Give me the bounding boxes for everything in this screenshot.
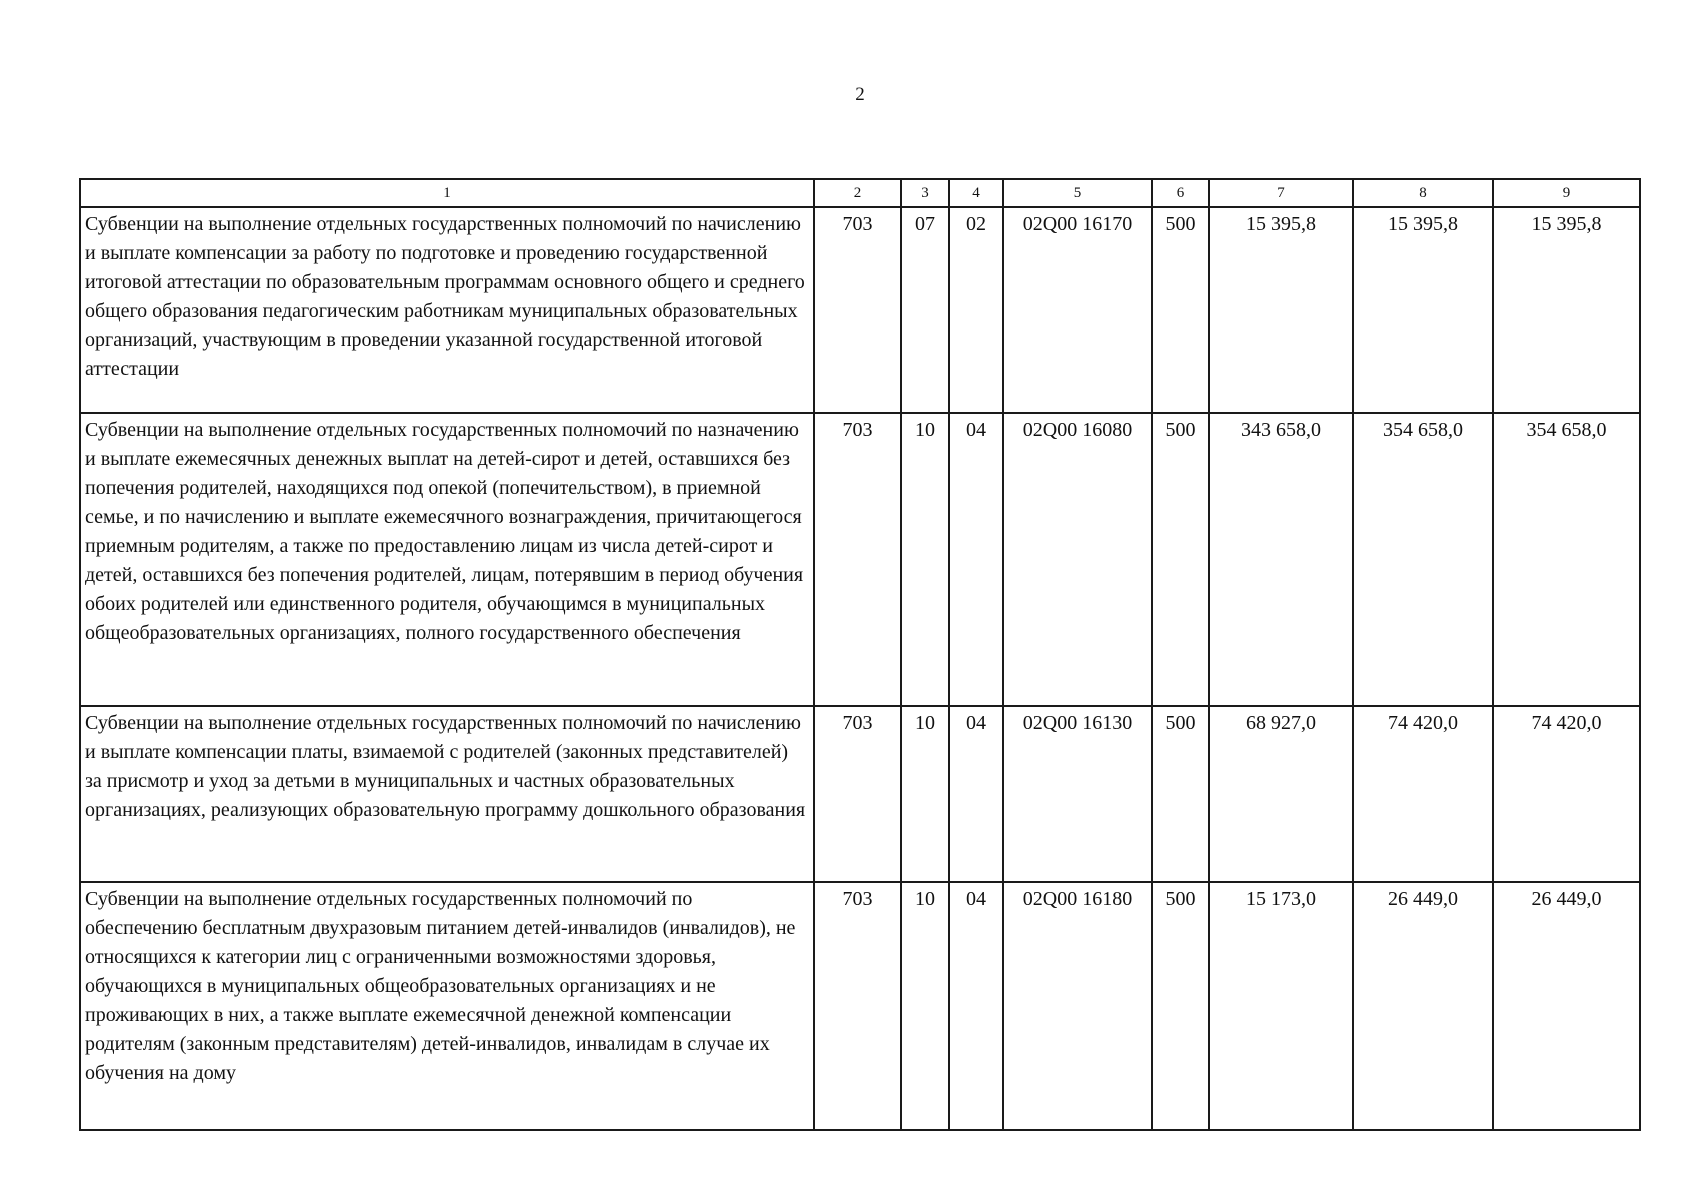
description-cell: Субвенции на выполнение отдельных государственных полномочий по обеспечению бесплатным двухразовым питанием детей-инвалидов (инвалидов), не относящихся к категории лиц с ограниченными возможностями здоровья, обучающихся в муниципальных общеобразовательных организациях и не проживающих в них, а также выплате ежемесячной денежной компенсации родителям (законным представителям) детей-инвалидов, инвалидам в случае их обучения на дому — [80, 882, 814, 1130]
subsection-cell: 04 — [949, 413, 1003, 706]
expense-type-cell: 500 — [1152, 706, 1209, 882]
subsection-cell: 04 — [949, 882, 1003, 1130]
column-header: 7 — [1209, 179, 1353, 207]
table-row — [80, 706, 1640, 882]
amount-cell: 15 395,8 — [1353, 207, 1493, 413]
grbs-cell: 703 — [814, 706, 901, 882]
table-row — [80, 207, 1640, 413]
header-row — [80, 179, 1640, 207]
page-number: 2 — [855, 84, 865, 105]
description-cell: Субвенции на выполнение отдельных государственных полномочий по назначению и выплате ежемесячных денежных выплат на детей-сирот и детей, оставшихся без попечения родителей, находящихся под опекой (попечительством), в приемной семье, и по начислению и выплате ежемесячного вознаграждения, причитающегося приемным родителям, а также по предоставлению лицам из числа детей-сирот и детей, оставшихся без попечения родителей, лицам, потерявшим в период обучения обоих родителей или единственного родителя, обучающимся в муниципальных общеобразовательных организациях, полного государственного обеспечения — [80, 413, 814, 706]
amount-cell: 354 658,0 — [1493, 413, 1640, 706]
target-article-cell: 02Q00 16080 — [1003, 413, 1152, 706]
amount-cell: 26 449,0 — [1353, 882, 1493, 1130]
budget-table — [79, 178, 1641, 1131]
expense-type-cell: 500 — [1152, 882, 1209, 1130]
amount-cell: 74 420,0 — [1493, 706, 1640, 882]
amount-cell: 15 395,8 — [1493, 207, 1640, 413]
amount-cell: 68 927,0 — [1209, 706, 1353, 882]
grbs-cell: 703 — [814, 207, 901, 413]
column-header: 8 — [1353, 179, 1493, 207]
column-header: 6 — [1152, 179, 1209, 207]
grbs-cell: 703 — [814, 882, 901, 1130]
column-header: 3 — [901, 179, 949, 207]
amount-cell: 15 173,0 — [1209, 882, 1353, 1130]
target-article-cell: 02Q00 16130 — [1003, 706, 1152, 882]
section-cell: 10 — [901, 413, 949, 706]
description-cell: Субвенции на выполнение отдельных государственных полномочий по начислению и выплате компенсации за работу по подготовке и проведению государственной итоговой аттестации по образовательным программам основного общего и среднего общего образования педагогическим работникам муниципальных образовательных организаций, участвующим в проведении указанной государственной итоговой аттестации — [80, 207, 814, 413]
expense-type-cell: 500 — [1152, 207, 1209, 413]
grbs-cell: 703 — [814, 413, 901, 706]
amount-cell: 354 658,0 — [1353, 413, 1493, 706]
subsection-cell: 04 — [949, 706, 1003, 882]
description-cell: Субвенции на выполнение отдельных государственных полномочий по начислению и выплате компенсации платы, взимаемой с родителей (законных представителей) за присмотр и уход за детьми в муниципальных и частных образовательных организациях, реализующих образовательную программу дошкольного образования — [80, 706, 814, 882]
target-article-cell: 02Q00 16170 — [1003, 207, 1152, 413]
target-article-cell: 02Q00 16180 — [1003, 882, 1152, 1130]
subsection-cell: 02 — [949, 207, 1003, 413]
column-header: 4 — [949, 179, 1003, 207]
amount-cell: 74 420,0 — [1353, 706, 1493, 882]
table-row — [80, 882, 1640, 1130]
section-cell: 10 — [901, 706, 949, 882]
amount-cell: 26 449,0 — [1493, 882, 1640, 1130]
section-cell: 07 — [901, 207, 949, 413]
column-header: 2 — [814, 179, 901, 207]
section-cell: 10 — [901, 882, 949, 1130]
table-header — [80, 179, 1640, 207]
amount-cell: 15 395,8 — [1209, 207, 1353, 413]
column-header: 1 — [80, 179, 814, 207]
column-header: 9 — [1493, 179, 1640, 207]
expense-type-cell: 500 — [1152, 413, 1209, 706]
amount-cell: 343 658,0 — [1209, 413, 1353, 706]
column-header: 5 — [1003, 179, 1152, 207]
table-row — [80, 413, 1640, 706]
